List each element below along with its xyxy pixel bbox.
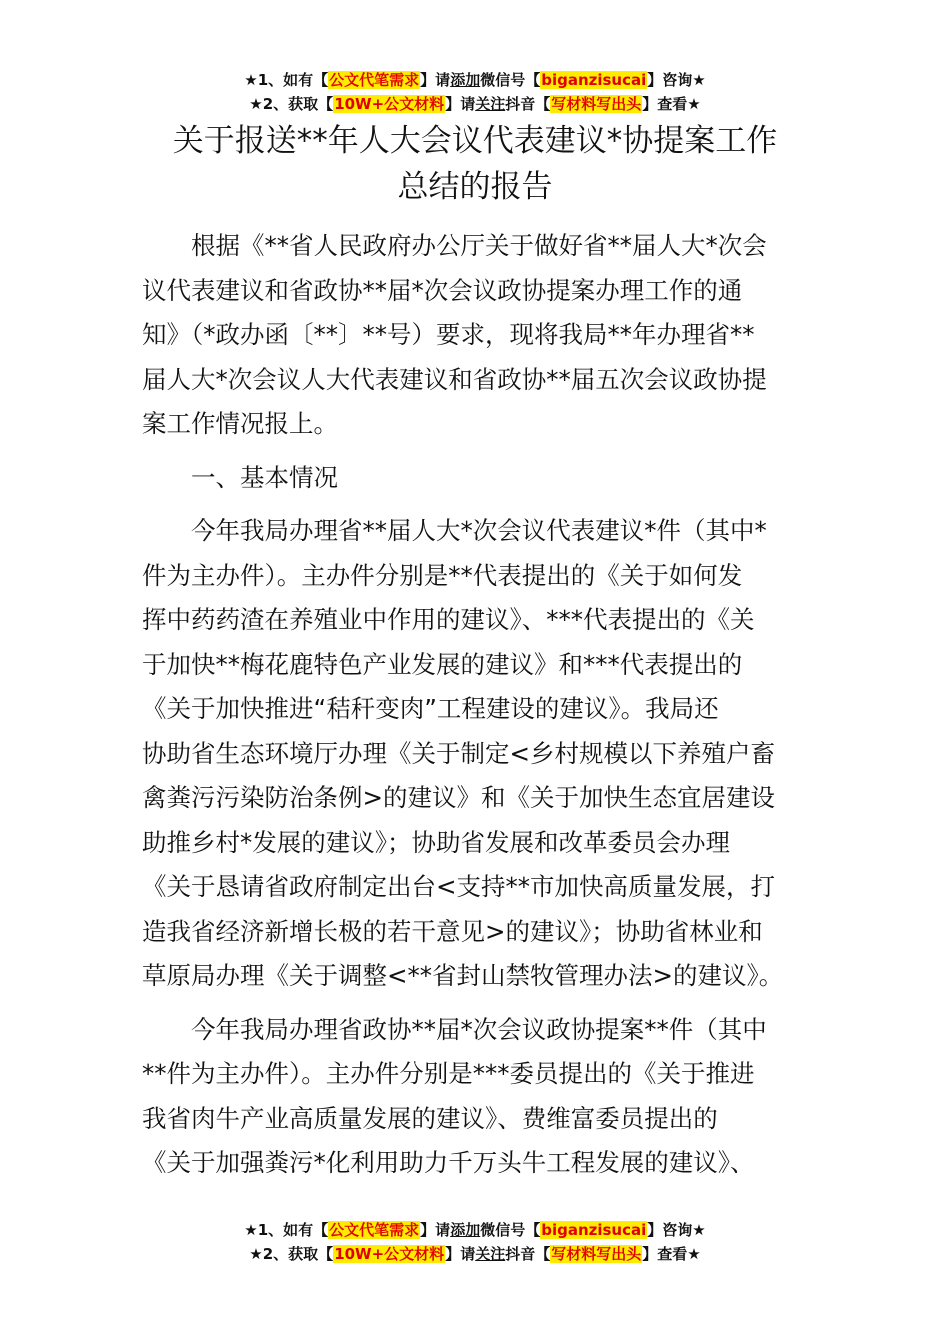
banner-text: 】查看★ [642, 1245, 701, 1263]
text-line: 于加快**梅花鹿特色产业发展的建议》和***代表提出的 [142, 649, 743, 679]
banner-line-2 [0, 1242, 950, 1266]
bottom-banner [0, 1218, 950, 1266]
banner-highlight: 写材料写出头 [551, 1245, 642, 1263]
banner-highlight: biganzisucai [541, 71, 647, 89]
section-heading [142, 456, 812, 501]
text-line: 根据《**省人民政府办公厅关于做好省**届人大*次会 [142, 231, 767, 260]
banner-underlined-text: 关注 [475, 95, 506, 113]
banner-text: ★2、获取【 [249, 1245, 334, 1263]
banner-line-1 [0, 68, 950, 92]
text-line: 《关于恳请省政府制定出台<支持**市加快高质量发展，打 [142, 872, 776, 901]
text-line: 今年我局办理省**届人大*次会议代表建议*件（其中* [142, 516, 767, 545]
document-title [120, 118, 830, 210]
text-line: 造我省经济新增长极的若干意见>的建议》；协助省林业和 [142, 916, 763, 946]
text-line: 《关于加快推进“秸秆变肉”工程建设的建议》。我局还 [142, 694, 719, 723]
banner-text: 】咨询★ [647, 71, 706, 89]
text-line: 挥中药药渣在养殖业中作用的建议》、***代表提出的《关 [142, 605, 755, 634]
banner-text: 】查看★ [642, 95, 701, 113]
banner-text: 微信号【 [480, 71, 541, 89]
paragraph-cppcc-proposals [142, 1008, 812, 1186]
paragraph-intro [142, 224, 812, 447]
text-line: **件为主办件）。主办件分别是***委员提出的《关于推进 [142, 1059, 755, 1088]
text-line: 案工作情况报上。 [142, 409, 338, 438]
text-line: 《关于加强粪污*化利用助力千万头牛工程发展的建议》、 [142, 1148, 755, 1177]
title-line: 总结的报告 [397, 169, 553, 205]
text-line: 届人大*次会议人大代表建议和省政协**届五次会议政协提 [142, 364, 767, 394]
text-line: 件为主办件）。主办件分别是**代表提出的《关于如何发 [142, 560, 743, 590]
title-line: 关于报送**年人大会议代表建议*协提案工作 [172, 123, 778, 159]
banner-text: 】请 [420, 71, 451, 89]
banner-highlight: biganzisucai [541, 1221, 647, 1239]
banner-highlight: 公文代笔需求 [329, 1221, 420, 1239]
banner-text: 】请 [445, 1245, 476, 1263]
banner-line-1 [0, 1218, 950, 1242]
banner-highlight: 公文代笔需求 [329, 71, 420, 89]
text-line: 草原局办理《关于调整<**省封山禁牧管理办法>的建议》。 [142, 961, 784, 990]
text-line: 禽粪污污染防治条例>的建议》和《关于加快生态宜居建设 [142, 783, 776, 812]
banner-text: ★1、如有【 [244, 1221, 329, 1239]
text-line: 议代表建议和省政协**届*次会议政协提案办理工作的通 [142, 275, 743, 305]
banner-text: ★1、如有【 [244, 71, 329, 89]
banner-highlight: 10W+公文材料 [334, 1245, 445, 1263]
paragraph-npc-proposals [142, 509, 812, 999]
banner-text: ★2、获取【 [249, 95, 334, 113]
banner-highlight: 10W+公文材料 [334, 95, 445, 113]
text-line: 知》（*政办函〔**〕**号）要求，现将我局**年办理省** [142, 320, 755, 349]
text-line: 助推乡村*发展的建议》；协助省发展和改革委员会办理 [142, 827, 730, 857]
text-line: 协助省生态环境厅办理《关于制定<乡村规模以下养殖户畜 [142, 738, 776, 768]
banner-underlined-text: 添加 [450, 1221, 481, 1239]
banner-text: 抖音【 [505, 1245, 551, 1263]
banner-text: 】咨询★ [647, 1221, 706, 1239]
banner-underlined-text: 添加 [450, 71, 481, 89]
banner-text: 微信号【 [480, 1221, 541, 1239]
top-banner [0, 68, 950, 116]
text-line: 今年我局办理省政协**届*次会议政协提案**件（其中 [142, 1014, 767, 1044]
text-line: 我省肉牛产业高质量发展的建议》、费维富委员提出的 [142, 1103, 718, 1133]
banner-text: 】请 [420, 1221, 451, 1239]
banner-highlight: 写材料写出头 [551, 95, 642, 113]
section-heading-text: 一、基本情况 [142, 462, 338, 492]
banner-text: 】请 [445, 95, 476, 113]
banner-text: 抖音【 [505, 95, 551, 113]
banner-underlined-text: 关注 [475, 1245, 506, 1263]
banner-line-2 [0, 92, 950, 116]
document-body [142, 224, 812, 1186]
